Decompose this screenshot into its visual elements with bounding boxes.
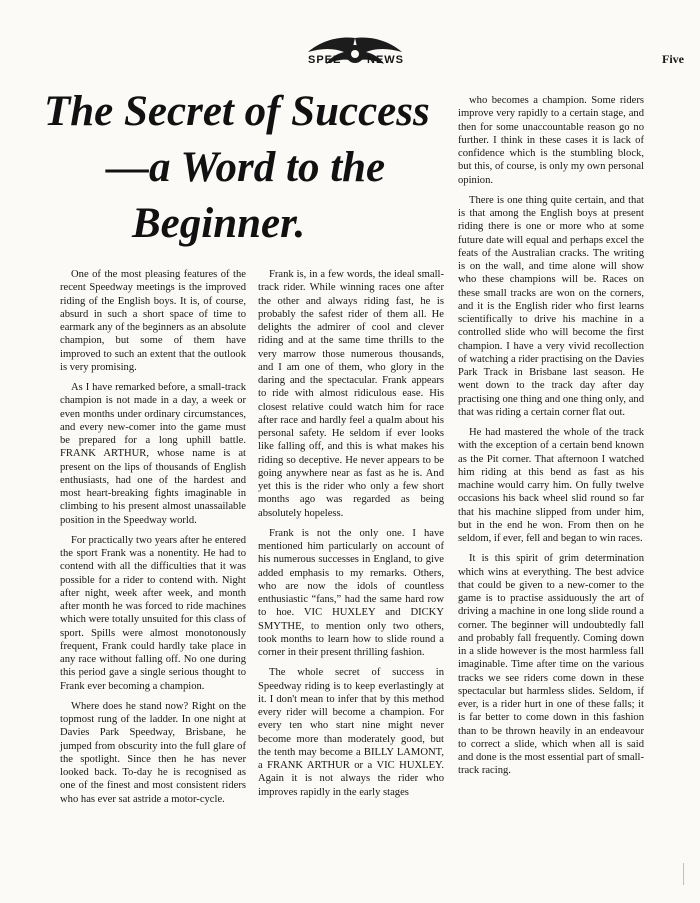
page-number: Five bbox=[662, 52, 684, 66]
paragraph: The whole secret of success in Speedway riding is to keep everlastingly at it. I don't mean to infer that by this method every rider will become a champion. For every ten who start nine might never become more than moderately good, but the tenth may become a BILLY LAMONT, a FRANK ARTHUR or a VIC HUXLEY. Again it is not always the rider who improves rapidly in the early stages bbox=[258, 667, 444, 798]
paragraph: Frank is, in a few words, the ideal small-track rider. While winning races one after the other and always riding fast, he is probably the safest rider of them all. He delights the admirer of cool and clever riding and at the same time thrills to the very marrow those numerous thousands, and I am one of them, who glory in the daring and the spectacular. Frank appears to ride with almost ridiculous ease. His closest relative could watch him for race after race and hardly feel a qualm about his personal safety. He seldom if ever looks like falling off, and this is what makes his riding so deceptive. He never appears to be going anywhere near as fast as he is. And yet this is the rider who only a few short months ago was regarded as being absolutely hopeless. bbox=[258, 269, 444, 519]
paragraph: He had mastered the whole of the track with the exception of a certain bend known as the Pit corner. That afternoon I watched him riding at this bend as fast as his machine would carry him. On fully twelve occasions his back wheel slid round so far that his machine slipped from under him, but in the end he won. From then on he seldom, if ever, fell and began to win races. bbox=[458, 427, 644, 544]
headline-line-3: Beginner. bbox=[132, 200, 306, 247]
paragraph: As I have remarked before, a small-track champion is not made in a day, a week or even months under ordinary circumstances, and every new-comer into the game must be prepared for a long uphill battle. FRANK ARTHUR, whose name is at present on the lips of thousands of English enthusiasts, had one of the hardest and most heart-breaking fights imaginable in climbing to his present almost unassailable position in the Speedway world. bbox=[60, 382, 246, 526]
paragraph: Where does he stand now? Right on the topmost rung of the ladder. In one night at Davies Park Speedway, Brisbane, he jumped from obscurity into the full glare of the spotlight. Since then he has never looked back. To-day he is recognised as one of the finest and most consistent riders who has ever sat astride a motor-cycle. bbox=[60, 700, 246, 805]
print-scratch-mark bbox=[683, 863, 694, 885]
text-column-2 bbox=[258, 268, 444, 806]
paragraph: Frank is not the only one. I have mentioned him particularly on account of his numerous successes in England, to give added emphasis to my remarks. Others, who are now the idols of countless enthusiastic “fans,” had the same hard row to hoe. VIC HUXLEY and DICKY SMYTHE, to mention only two others, took months to learn how to slide round a corner in their present thrilling fashion. bbox=[258, 527, 444, 658]
article-headline bbox=[44, 84, 454, 252]
masthead-left-word: SPEE bbox=[308, 54, 342, 66]
paragraph: It is this spirit of grim determination which wins at everything. The best advice that could be given to a new-comer to the game is to practise assiduously the art of driving a machine in one long slide round a corner. The beginner will undoubtedly fall and probably fall frequently. Coming down in a slide however is the most harmless fall imaginable. Time after time on the various tracks we see riders come down in these spectacular but harmless slides. Seldom, if ever, is a rider hurt in one of these falls; it is far better to come down in this fashion than to be thrown heavily in an endeavour to correct a slide, which when all is said and done is the most essential part of small-track racing. bbox=[458, 553, 644, 777]
paragraph: One of the most pleasing features of the recent Speedway meetings is the improved riding of the English boys. It is, of course, absurd in such a short space of time to earmark any of the beginners as an absolute champion, but some of them have improved to such an extent that the outlook is very promising. bbox=[60, 269, 246, 373]
masthead-right-word: NEWS bbox=[367, 54, 404, 66]
paragraph: For practically two years after he entered the sport Frank was a nonentity. He had to contend with all the difficulties that it was possible for a rider to contend with. Night after night, week after week, and month after month he was forced to ride machines which were totally unsuited for this class of sport. Spills were almost monotonously frequent, Frank could hardly take place in any race without falling off. No one during this period gave a single serious thought to Frank ever becoming a champion. bbox=[60, 534, 246, 692]
masthead bbox=[300, 34, 410, 74]
text-column-3 bbox=[458, 94, 644, 785]
paragraph: There is one thing quite certain, and that is that among the English boys at present riding there is one or more who at some future date will equal and perhaps excel the feats of the Australian cracks. The writing is on the wall, and time alone will show who these champions will be. Races on these small tracks are won on the corners, and it is the English rider who first learns scientifically to drive his machine in a controlled slide who will become the first champion. I have a very vivid recollection of watching a rider practising on the Davies Park Track in Brisbane last season. He went down to the track day after day practising one thing and one thing only, and that was riding a certain corner flat out. bbox=[458, 194, 644, 418]
paragraph: who becomes a champion. Some riders improve very rapidly to a certain stage, and then for some unaccountable reason go no further. I think in these cases it is lack of confidence which is the stumbling block, but this, of course, is only my own personal opinion. bbox=[458, 95, 644, 186]
headline-line-1: The Secret of Success bbox=[44, 88, 430, 135]
text-column-1 bbox=[60, 268, 246, 813]
headline-line-2: —a Word to the bbox=[106, 144, 386, 191]
